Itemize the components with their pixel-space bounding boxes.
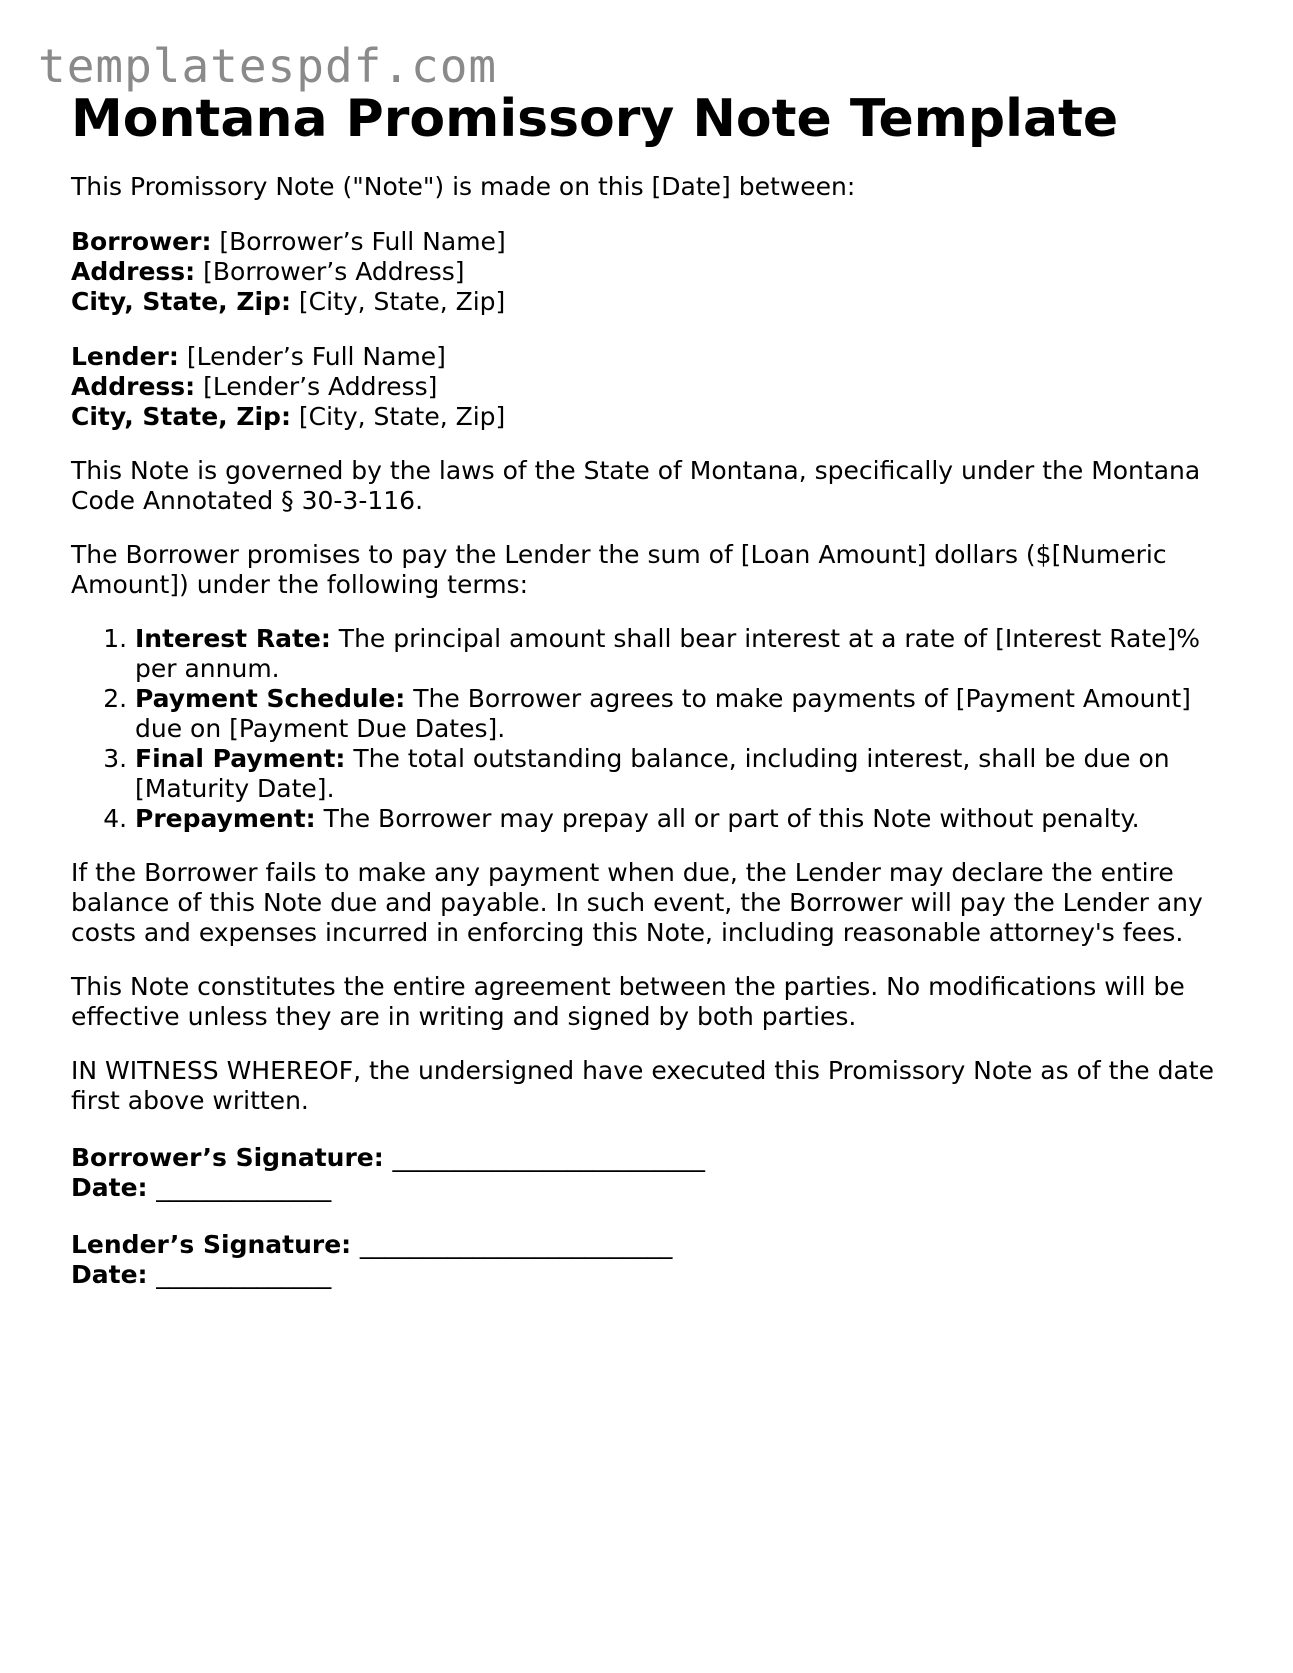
lender-city-label: City, State, Zip:	[71, 402, 291, 431]
promise-paragraph: The Borrower promises to pay the Lender the sum of [Loan Amount] dollars ($[Numeric Amount]) under the following terms:	[71, 540, 1167, 599]
term-text: The principal amount shall bear interest at a rate of [Interest Rate]% per annum.	[135, 624, 1201, 683]
borrower-address-value: [Borrower’s Address]	[195, 257, 465, 286]
term-label: Interest Rate:	[135, 624, 331, 653]
lender-signature-block	[71, 1230, 1231, 1290]
governing-law-paragraph: This Note is governed by the laws of the State of Montana, specifically under the Montana Code Annotated § 30-3-116.	[71, 456, 1201, 515]
lender-address-line	[71, 372, 1231, 402]
borrower-name-value: [Borrower’s Full Name]	[211, 227, 506, 256]
document-title: Montana Promissory Note Template	[71, 89, 1119, 149]
term-label: Final Payment:	[135, 744, 346, 773]
borrower-signature-block	[71, 1143, 1231, 1203]
lender-name-value: [Lender’s Full Name]	[178, 342, 446, 371]
lender-signature-blank[interactable]: _________________________	[359, 1230, 673, 1259]
lender-signature-line[interactable]	[71, 1230, 1231, 1260]
borrower-address-label: Address:	[71, 257, 196, 286]
watermark-text: templatespdf.com	[38, 39, 498, 93]
borrower-signature-label: Borrower’s Signature:	[71, 1143, 393, 1172]
borrower-city-value: [City, State, Zip]	[290, 287, 506, 316]
lender-city-value: [City, State, Zip]	[290, 402, 506, 431]
borrower-date-line[interactable]	[71, 1173, 1231, 1203]
term-text: The Borrower may prepay all or part of this Note without penalty.	[315, 804, 1140, 833]
lender-address-value: [Lender’s Address]	[195, 372, 438, 401]
borrower-signature-line[interactable]	[71, 1143, 1231, 1173]
term-text: The Borrower agrees to make payments of [Payment Amount] due on [Payment Due Dates].	[135, 684, 1191, 743]
borrower-name-line	[71, 227, 1231, 257]
borrower-block	[71, 227, 1231, 317]
term-item	[135, 624, 1231, 684]
document-body	[71, 86, 1231, 1290]
term-item	[135, 804, 1231, 834]
borrower-city-line	[71, 287, 1231, 317]
entire-agreement-paragraph: This Note constitutes the entire agreement between the parties. No modifications will be effective unless they are in writing and signed by both parties.	[71, 972, 1185, 1031]
lender-city-line	[71, 402, 1231, 432]
borrower-name-label: Borrower:	[71, 227, 212, 256]
lender-name-label: Lender:	[71, 342, 179, 371]
term-label: Prepayment:	[135, 804, 316, 833]
lender-date-label: Date:	[71, 1260, 157, 1289]
term-item	[135, 744, 1231, 804]
term-label: Payment Schedule:	[135, 684, 406, 713]
borrower-address-line	[71, 257, 1231, 287]
default-paragraph: If the Borrower fails to make any payment when due, the Lender may declare the entire balance of this Note due and payable. In such event, the Borrower will pay the Lender any costs and expenses incurred in enforcing this Note, including reasonable attorney's fees.	[71, 858, 1203, 947]
borrower-signature-blank[interactable]: _________________________	[392, 1143, 705, 1172]
terms-list	[71, 624, 1231, 834]
intro-paragraph: This Promissory Note ("Note") is made on this [Date] between:	[71, 172, 856, 201]
term-text: The total outstanding balance, including interest, shall be due on [Maturity Date].	[135, 744, 1170, 803]
borrower-date-label: Date:	[71, 1173, 157, 1202]
lender-block	[71, 342, 1231, 432]
lender-date-line[interactable]	[71, 1260, 1231, 1290]
borrower-city-label: City, State, Zip:	[71, 287, 291, 316]
witness-paragraph: IN WITNESS WHEREOF, the undersigned have executed this Promissory Note as of the date first above written.	[71, 1056, 1214, 1115]
lender-date-blank[interactable]: ______________	[156, 1260, 332, 1289]
lender-signature-label: Lender’s Signature:	[71, 1230, 360, 1259]
borrower-date-blank[interactable]: ______________	[156, 1173, 332, 1202]
term-item	[135, 684, 1231, 744]
lender-name-line	[71, 342, 1231, 372]
lender-address-label: Address:	[71, 372, 196, 401]
